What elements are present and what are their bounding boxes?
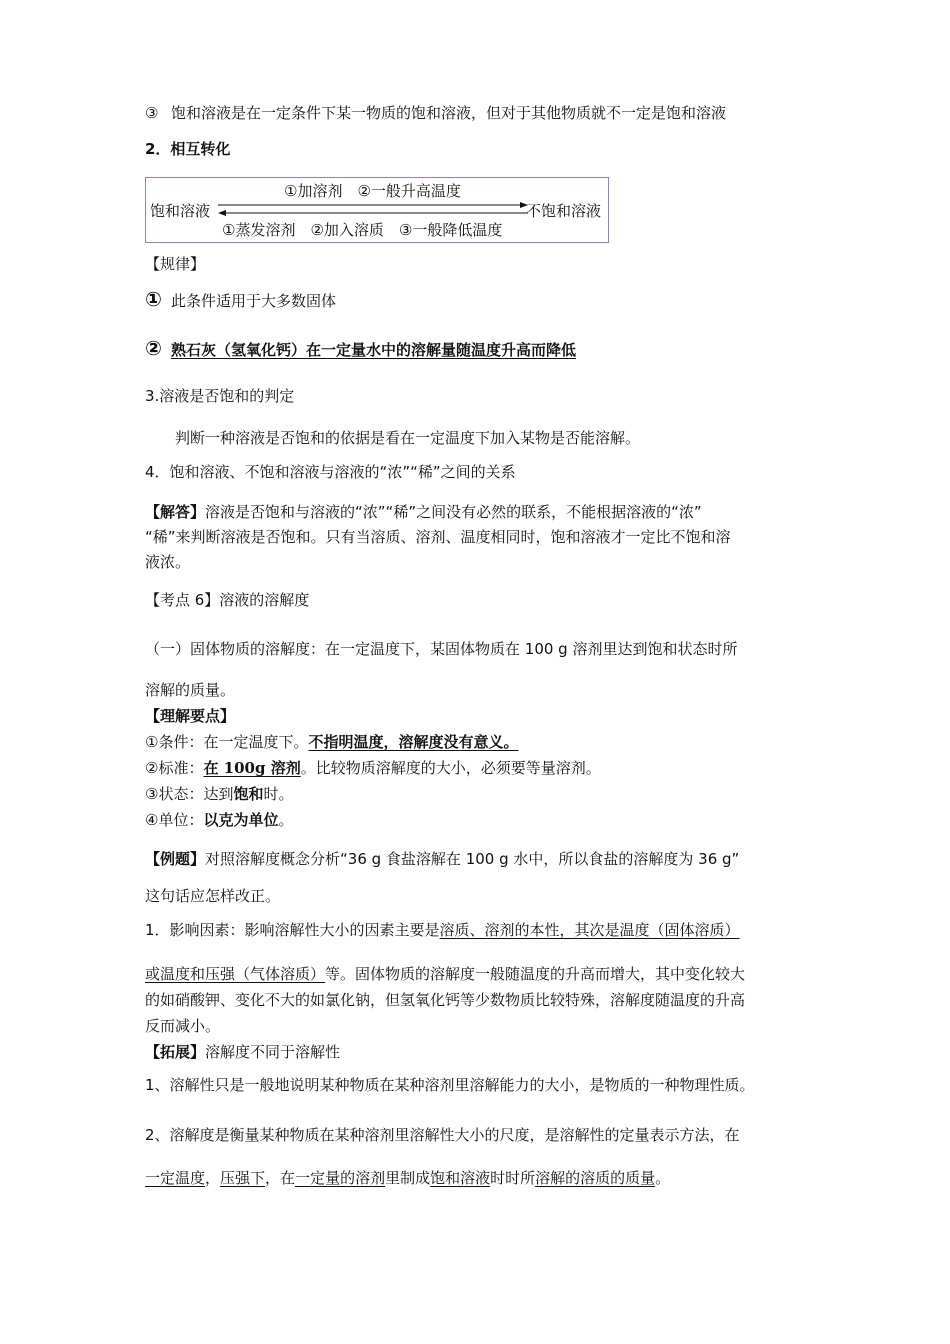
definition-line-1: （一）固体物质的溶解度：在一定温度下，某固体物质在 100 g 溶剂里达到饱和状态时所 bbox=[145, 640, 738, 658]
key-point-standard: ②标准：在 100g 溶剂。比较物质溶解度的大小，必须要等量溶剂。 bbox=[145, 759, 601, 777]
rule-2: ② 熟石灰（氢氧化钙）在一定量水中的溶解量随温度升高而降低 bbox=[145, 336, 577, 360]
factors-line-3: 的如硝酸钾、变化不大的如氯化钠，但氢氧化钙等少数物质比较特殊，溶解度随温度的升高 bbox=[145, 991, 746, 1009]
key-point-state: ③状态：达到饱和时。 bbox=[145, 785, 294, 803]
rule-1: ① 此条件适用于大多数固体 bbox=[145, 287, 337, 311]
key-point-unit: ④单位：以克为单位。 bbox=[145, 811, 294, 829]
extension-heading: 【拓展】溶解度不同于溶解性 bbox=[145, 1043, 341, 1061]
heading-kp6: 【考点 6】溶液的溶解度 bbox=[145, 591, 310, 609]
heading-saturation-test: 3.溶液是否饱和的判定 bbox=[145, 387, 295, 405]
extension-point-1: 1、溶解性只是一般地说明某种物质在某种溶剂里溶解能力的大小，是物质的一种物理性质。 bbox=[145, 1076, 755, 1094]
answer-line-2: “稀”来判断溶液是否饱和。只有当溶质、溶剂、温度相同时，饱和溶液才一定比不饱和溶 bbox=[145, 528, 731, 546]
para-saturation-test: 判断一种溶液是否饱和的依据是看在一定温度下加入某物是否能溶解。 bbox=[175, 429, 641, 447]
definition-line-2: 溶解的质量。 bbox=[145, 681, 236, 699]
factors-line-1: 1．影响因素：影响溶解性大小的因素主要是溶质、溶剂的本性，其次是温度（固体溶质） bbox=[145, 921, 740, 939]
example-line-2: 这句话应怎样改正。 bbox=[145, 887, 281, 905]
conversion-diagram bbox=[145, 177, 609, 243]
heading-concentration-relation: 4．饱和溶液、不饱和溶液与溶液的“浓”“稀”之间的关系 bbox=[145, 463, 516, 481]
unsaturated-label: 不饱和溶液 bbox=[526, 202, 602, 220]
to-saturated-conditions: ①蒸发溶剂 ②加入溶质 ③一般降低温度 bbox=[222, 221, 503, 239]
item-number: ③ bbox=[145, 104, 159, 122]
key-points-heading: 【理解要点】 bbox=[145, 707, 236, 725]
rule-heading: 【规律】 bbox=[145, 255, 206, 273]
saturated-label: 饱和溶液 bbox=[150, 202, 211, 220]
answer-line-3: 液浓。 bbox=[145, 553, 191, 571]
example-line-1: 【例题】对照溶解度概念分析“36 g 食盐溶解在 100 g 水中，所以食盐的溶解度为 36 g” bbox=[145, 850, 740, 868]
para-saturation-note: ③ 饱和溶液是在一定条件下某一物质的饱和溶液，但对于其他物质就不一定是饱和溶液 bbox=[145, 104, 727, 122]
heading-mutual-conversion: 2．相互转化 bbox=[145, 140, 231, 158]
factors-line-2: 或温度和压强（气体溶质）等。固体物质的溶解度一般随温度的升高而增大，其中变化较大 bbox=[145, 965, 746, 983]
answer-line-1: 【解答】溶液是否饱和与溶液的“浓”“稀”之间没有必然的联系，不能根据溶液的“浓” bbox=[145, 503, 702, 521]
extension-point-2: 2、溶解度是衡量某种物质在某种溶剂里溶解性大小的尺度，是溶解性的定量表示方法，在 bbox=[145, 1126, 740, 1144]
to-unsaturated-conditions: ①加溶剂 ②一般升高温度 bbox=[284, 182, 461, 200]
factors-line-4: 反而减小。 bbox=[145, 1017, 221, 1035]
extension-point-2-cont: 一定温度，压强下，在一定量的溶剂里制成饱和溶液时时所溶解的溶质的质量。 bbox=[145, 1169, 671, 1187]
key-point-condition: ①条件：在一定温度下。不指明温度，溶解度没有意义。 bbox=[145, 733, 519, 751]
